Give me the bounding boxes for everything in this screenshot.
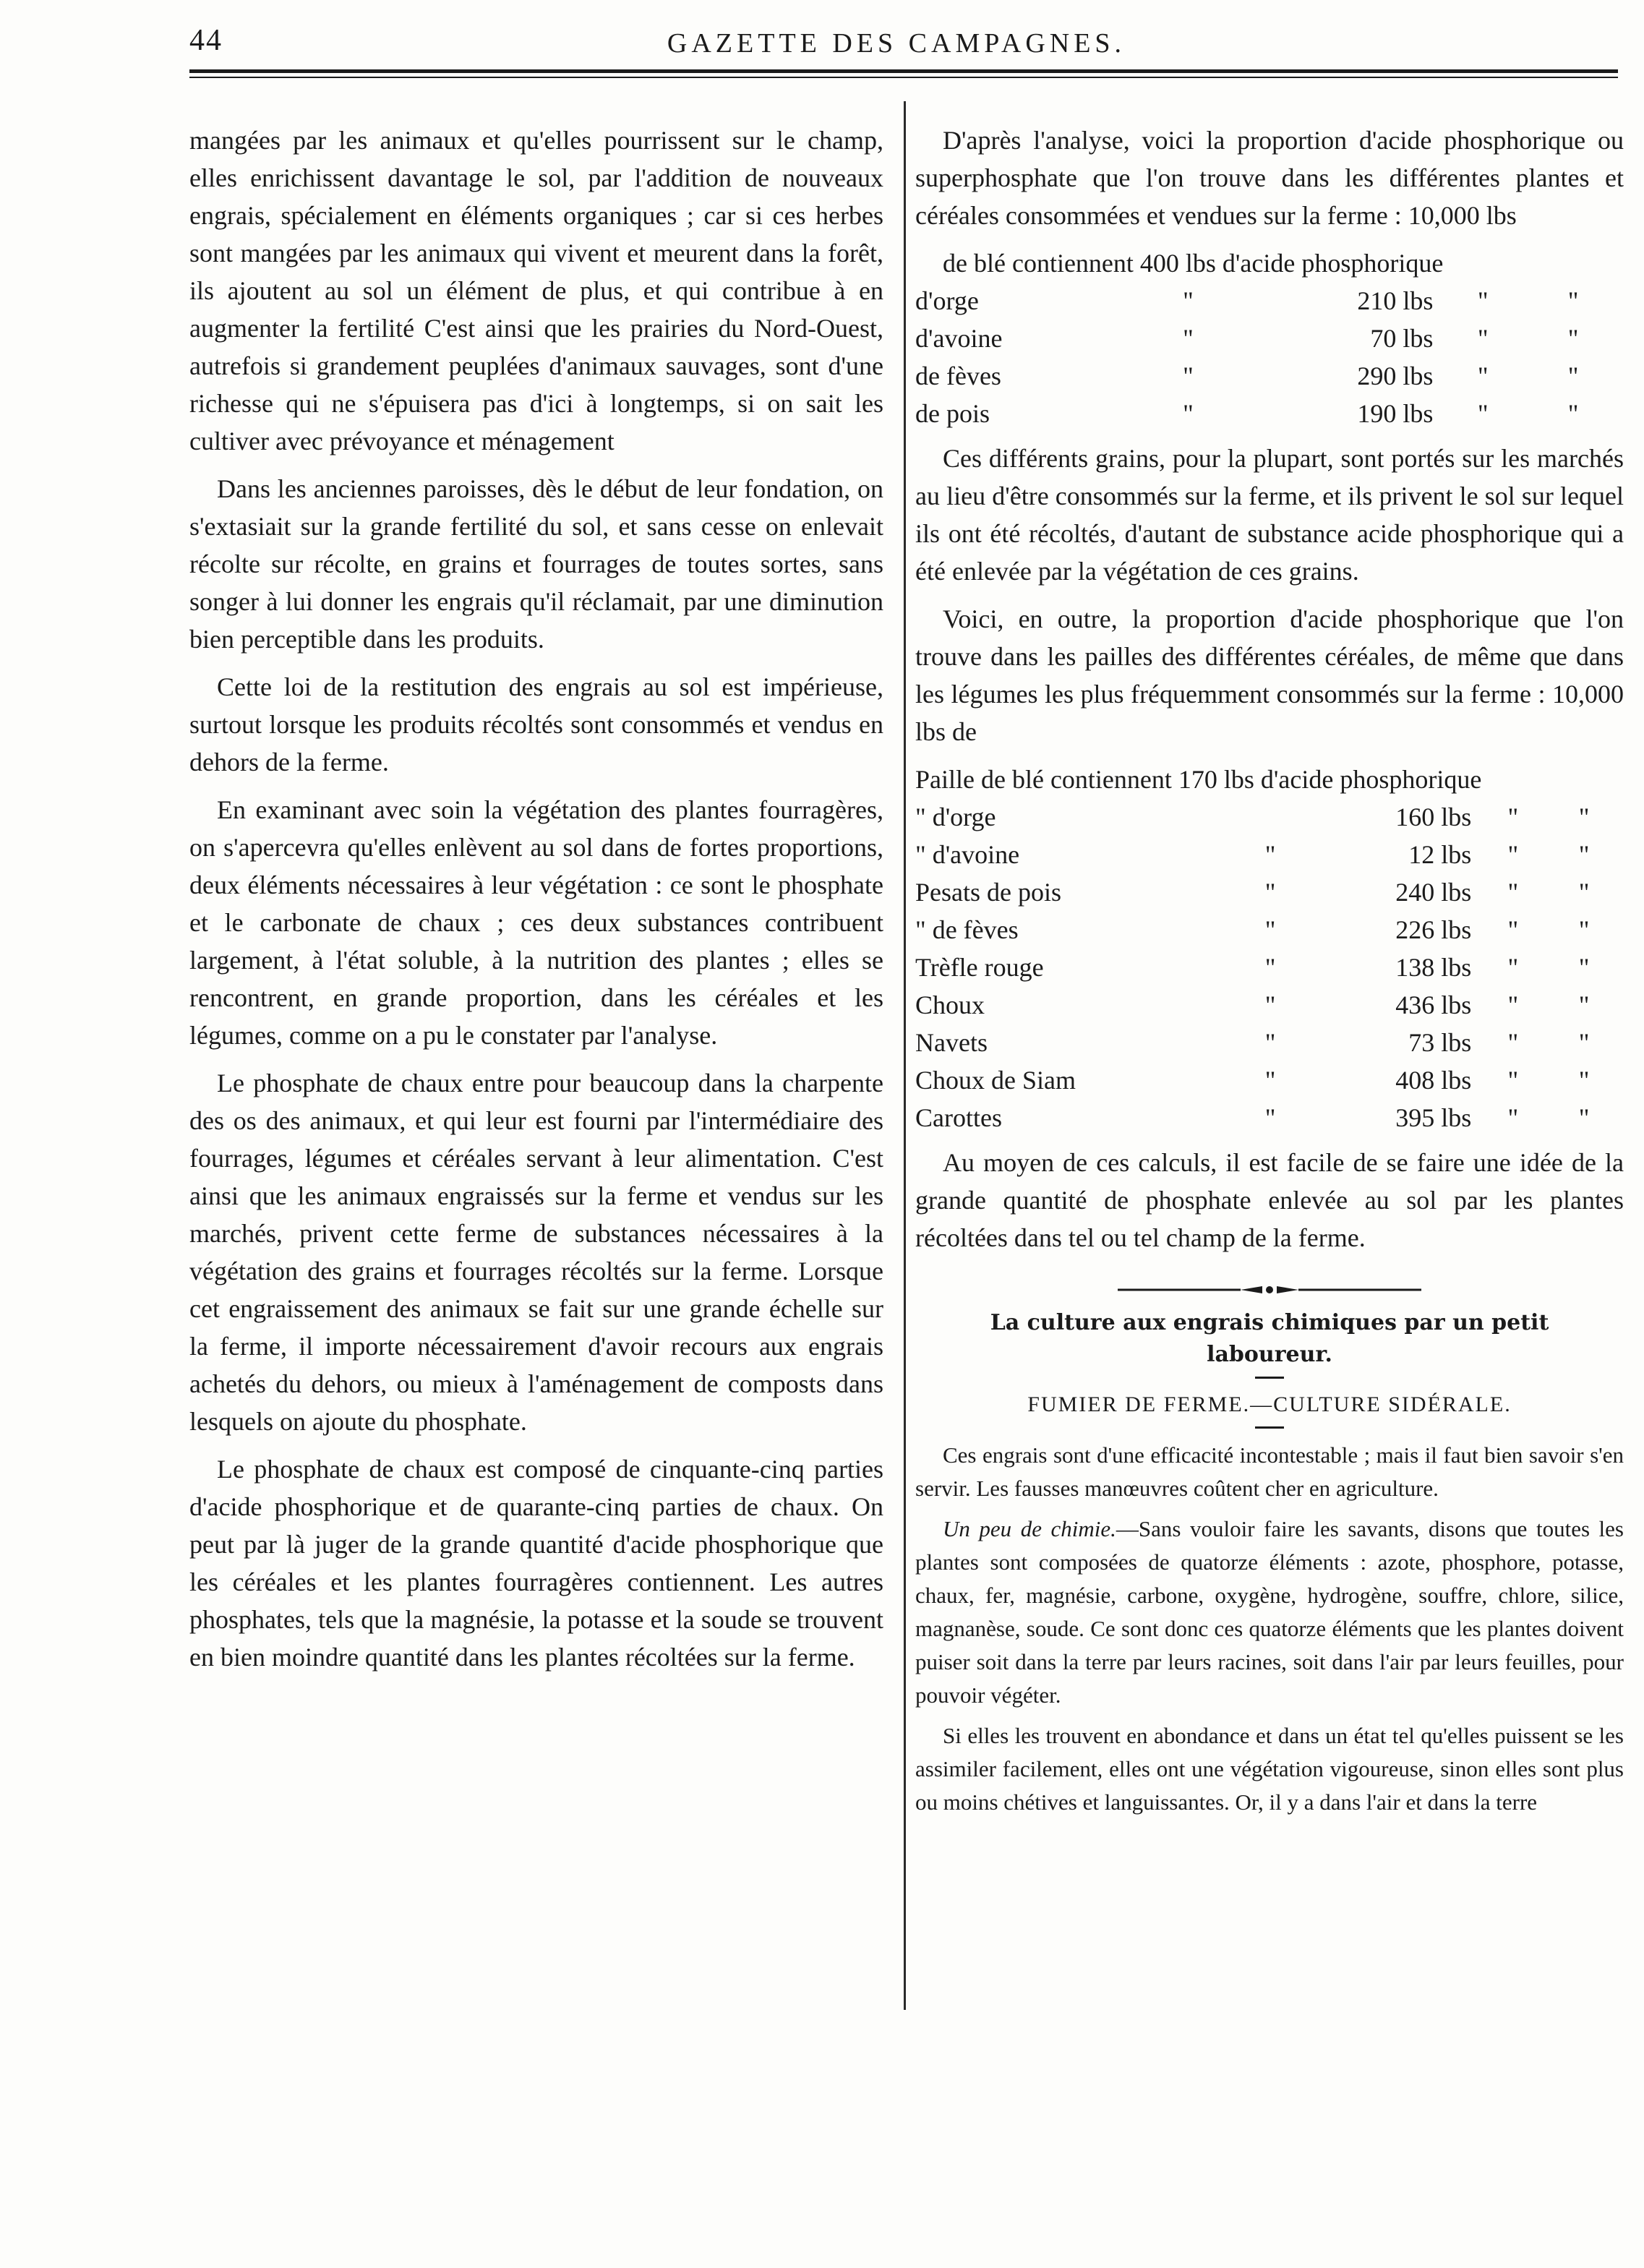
table-cell-label: " de fèves (915, 915, 1019, 944)
table-cell-ditto: " (1578, 840, 1590, 869)
table-cell-qty: 170 lbs (1178, 765, 1254, 794)
table-cell-label: d'avoine (915, 324, 1003, 353)
table-cell-ditto: " (1264, 1103, 1276, 1132)
table-row (915, 761, 1624, 798)
left-paragraph-4: En examinant avec soin la végétation des plantes fourragères, on s'apercevra qu'elles enlèvent au sol dans de fortes proportions, deux éléments nécessaires à leur végétation : ce sont le phosphate et le carbonate de chaux ; ces deux substances contribuent largement, à l'état soluble, à la nutrition des plantes ; elles se rencontrent, en grande proportion, dans les céréales et les légumes, comme on a pu le constater par l'analyse. (189, 795, 883, 1050)
table-cell-ditto: " (1578, 878, 1590, 907)
table-cell-qty: 395 lbs (1395, 1103, 1472, 1132)
table-cell-ditto: " (1264, 1028, 1276, 1057)
right-intro-paragraph: D'après l'analyse, voici la proportion d'acide phosphorique ou superphosphate que l'on trouve dans les différentes plantes et céréales consommées et vendues sur la ferme : 10,000 lbs (915, 126, 1624, 230)
table-row (915, 836, 1624, 873)
article-paragraph-3: Si elles les trouvent en abondance et dans un état tel qu'elles puissent se les assimiler facilement, elles ont une végétation vigoureuse, sinon elles sont plus ou moins chétives et languissantes. Or, il y a dans l'air et dans la terre (915, 1723, 1624, 1815)
table-cell-rest: d'acide phosphorique (1222, 249, 1444, 278)
table-cell-qty: 226 lbs (1395, 915, 1472, 944)
left-paragraph-2: Dans les anciennes paroisses, dès le début de leur fondation, on s'extasiait sur la grande fertilité du sol, et sans cesse on enlevait récolte sur récolte, en grains et fourrages de toutes sortes, sans songer à lui donner les engrais qu'il réclamait, par une diminution bien perceptible dans les produits. (189, 474, 883, 654)
table-cell-ditto: " (1507, 990, 1519, 1019)
table-row (915, 1024, 1624, 1061)
table-cell-ditto: " (1578, 990, 1590, 1019)
table-row (915, 1061, 1624, 1099)
right-paragraph-4: Au moyen de ces calculs, il est facile de se faire une idée de la grande quantité de phosphate enlevée au sol par les plantes récoltées dans tel ou tel champ de la ferme. (915, 1148, 1624, 1252)
table-cell-ditto: " (1567, 399, 1579, 428)
running-title: GAZETTE DES CAMPAGNES. (667, 28, 1126, 59)
table-cell-label: " d'avoine (915, 840, 1020, 869)
table-cell-qty: 73 lbs (1408, 1028, 1472, 1057)
table-cell-ditto: " (1578, 1103, 1590, 1132)
table-cell-label: Paille de blé contiennent (915, 765, 1172, 794)
table-cell-ditto: " (1567, 324, 1579, 353)
article-paragraph-2 (915, 1512, 1624, 1712)
table-cell-ditto: " (1578, 1028, 1590, 1057)
right-paragraph-3: Voici, en outre, la proportion d'acide phosphorique que l'on trouve dans les pailles des différentes céréales, de même que dans les légumes les plus fréquemment consommés sur la ferme : 10,000 lbs de (915, 604, 1624, 746)
table-cell-ditto: " (1578, 953, 1590, 982)
table-row (915, 244, 1624, 282)
table-row (915, 798, 1624, 836)
table-cell-label: Pesats de pois (915, 878, 1061, 907)
left-paragraph-5: Le phosphate de chaux entre pour beaucoup dans la charpente des os des animaux, et qui leur est fourni par l'intermédiaire des fourrages, légumes et céréales servant à leur alimentation. C'est ainsi que les animaux engraissés sur la ferme et vendus sur les marchés, privent cette ferme de substances nécessaires à la végétation des grains et fourrages récoltés sur la ferme. Lorsque cet engraissement des animaux se fait sur une grande échelle sur la ferme, il importe nécessairement d'avoir recours aux engrais achetés du dehors, ou mieux à l'aménagement de composts dans lesquels on ajoute du phosphate. (189, 1069, 883, 1436)
table-cell-qty: 436 lbs (1395, 990, 1472, 1019)
left-paragraph-6: Le phosphate de chaux est composé de cinquante-cinq parties d'acide phosphorique et de quarante-cinq parties de chaux. On peut par là juger de la grande quantité d'acide phosphorique que les céréales et les plantes fourragères contiennent. Les autres phosphates, tels que la magnésie, la potasse et la soude se trouvent en bien moindre quantité dans les plantes récoltées sur la ferme. (189, 1455, 883, 1672)
table-cell-ditto: " (1507, 803, 1519, 831)
short-rule (1255, 1426, 1284, 1429)
table-cell-label: Choux de Siam (915, 1066, 1076, 1095)
right-column (915, 121, 1624, 1826)
table-cell-ditto: " (1578, 1066, 1590, 1095)
table-cell-ditto: " (1477, 361, 1489, 390)
table-row (915, 357, 1624, 395)
table-cell-ditto: " (1507, 878, 1519, 907)
table-cell-qty: 190 lbs (1357, 399, 1434, 428)
table-row (915, 986, 1624, 1024)
table-row (915, 949, 1624, 986)
table-cell-ditto: " (1183, 399, 1194, 428)
table-cell-label: de blé contiennent (943, 249, 1134, 278)
table-cell-qty: 12 lbs (1408, 840, 1472, 869)
table-row (915, 395, 1624, 432)
table-cell-ditto: " (1578, 915, 1590, 944)
table-cell-ditto: " (1183, 286, 1194, 315)
table-cell-ditto (1229, 798, 1312, 836)
page-number: 44 (189, 24, 223, 57)
article-lead-italic: Un peu de chimie. (943, 1516, 1116, 1541)
table-cell-ditto: " (1507, 953, 1519, 982)
table-cell-ditto: " (1183, 324, 1194, 353)
table-row (915, 282, 1624, 320)
table-cell-qty: 240 lbs (1395, 878, 1472, 907)
table-cell-qty: 160 lbs (1395, 803, 1472, 831)
column-divider (904, 101, 906, 2010)
article-paragraph-2-text: —Sans vouloir faire les savants, disons que toutes les plantes sont composées de quatorze éléments : azote, phosphore, potasse, chaux, fer, magnésie, carbone, oxygène, hydrogène, souffre, chlore, silice, magnanèse, soude. Ce sont donc ces quatorze éléments que les plantes doivent puiser soit dans la terre par leurs racines, soit dans l'air par leurs feuilles, pour pouvoir végéter. (915, 1516, 1624, 1708)
table-cell-ditto: " (1183, 361, 1194, 390)
table-cell-ditto: " (1264, 915, 1276, 944)
table-cell-ditto: " (1264, 990, 1276, 1019)
article-paragraph-1: Ces engrais sont d'une efficacité incontestable ; mais il faut bien savoir s'en servir. Les fausses manœuvres coûtent cher en agriculture. (915, 1442, 1624, 1501)
table-cell-label: " d'orge (915, 803, 996, 831)
article-title: La culture aux engrais chimiques par un petit laboureur. (990, 1310, 1549, 1367)
table-cell-ditto: " (1477, 324, 1489, 353)
table-cell-ditto: " (1477, 286, 1489, 315)
table-cell-ditto: " (1507, 1066, 1519, 1095)
table-row (915, 1099, 1624, 1137)
left-paragraph-3: Cette loi de la restitution des engrais au sol est impérieuse, surtout lorsque les produits récoltés sont consommés et vendus en dehors de la ferme. (189, 672, 883, 776)
table-row (915, 320, 1624, 357)
table-cell-ditto: " (1567, 361, 1579, 390)
table-cell-ditto: " (1264, 840, 1276, 869)
table-cell-ditto: " (1507, 915, 1519, 944)
table-cell-label: de fèves (915, 361, 1001, 390)
left-column (189, 121, 883, 1686)
header-rule-thick (189, 69, 1618, 73)
table-cell-ditto: " (1507, 840, 1519, 869)
table-cell-label: d'orge (915, 286, 979, 315)
straw-phosphoric-table (915, 761, 1624, 1137)
short-rule (1255, 1377, 1284, 1379)
table-cell-ditto: " (1264, 953, 1276, 982)
table-cell-qty: 290 lbs (1357, 361, 1434, 390)
grain-phosphoric-table (915, 244, 1624, 432)
header-rule-thin (189, 77, 1618, 78)
table-cell-label: Trèfle rouge (915, 953, 1044, 982)
table-cell-label: Choux (915, 990, 985, 1019)
article-subtitle: FUMIER DE FERME.—CULTURE SIDÉRALE. (1027, 1392, 1512, 1416)
left-paragraph-1: mangées par les animaux et qu'elles pourrissent sur le champ, elles enrichissent davantage le sol, par l'addition de nouveaux engrais, spécialement en éléments organiques ; car si ces herbes sont mangées par les animaux qui vivent et meurent dans la forêt, ils ajoutent au sol un élément de plus, et qui contribue à en augmenter la fertilité C'est ainsi que les prairies du Nord-Ouest, autrefois si grandement peuplées d'animaux sauvages, sont d'une richesse qui ne s'épuisera pas d'ici à longtemps, si on sait les cultiver avec prévoyance et ménagement (189, 126, 883, 455)
table-cell-qty: 400 lbs (1139, 249, 1216, 278)
table-cell-ditto: " (1477, 399, 1489, 428)
table-cell-ditto: " (1507, 1028, 1519, 1057)
table-cell-label: de pois (915, 399, 990, 428)
ornament-divider-icon (1118, 1283, 1421, 1297)
table-cell-label: Carottes (915, 1103, 1002, 1132)
right-paragraph-2: Ces différents grains, pour la plupart, sont portés sur les marchés au lieu d'être consommés sur la ferme, et ils privent le sol sur lequel ils ont été récoltés, d'autant de substance acide phosphorique qui a été enlevée par la végétation de ces grains. (915, 444, 1624, 586)
table-cell-ditto: " (1507, 1103, 1519, 1132)
table-cell-qty: 210 lbs (1357, 286, 1434, 315)
table-cell-ditto: " (1567, 286, 1579, 315)
table-cell-rest: d'acide phosphorique (1260, 765, 1482, 794)
table-cell-qty: 138 lbs (1395, 953, 1472, 982)
page-header (174, 13, 1619, 64)
table-cell-label: Navets (915, 1028, 988, 1057)
table-cell-ditto: " (1264, 1066, 1276, 1095)
table-cell-ditto: " (1578, 803, 1590, 831)
table-cell-qty: 70 lbs (1370, 324, 1434, 353)
table-cell-qty: 408 lbs (1395, 1066, 1472, 1095)
table-row (915, 873, 1624, 911)
table-row (915, 911, 1624, 949)
table-cell-ditto: " (1264, 878, 1276, 907)
